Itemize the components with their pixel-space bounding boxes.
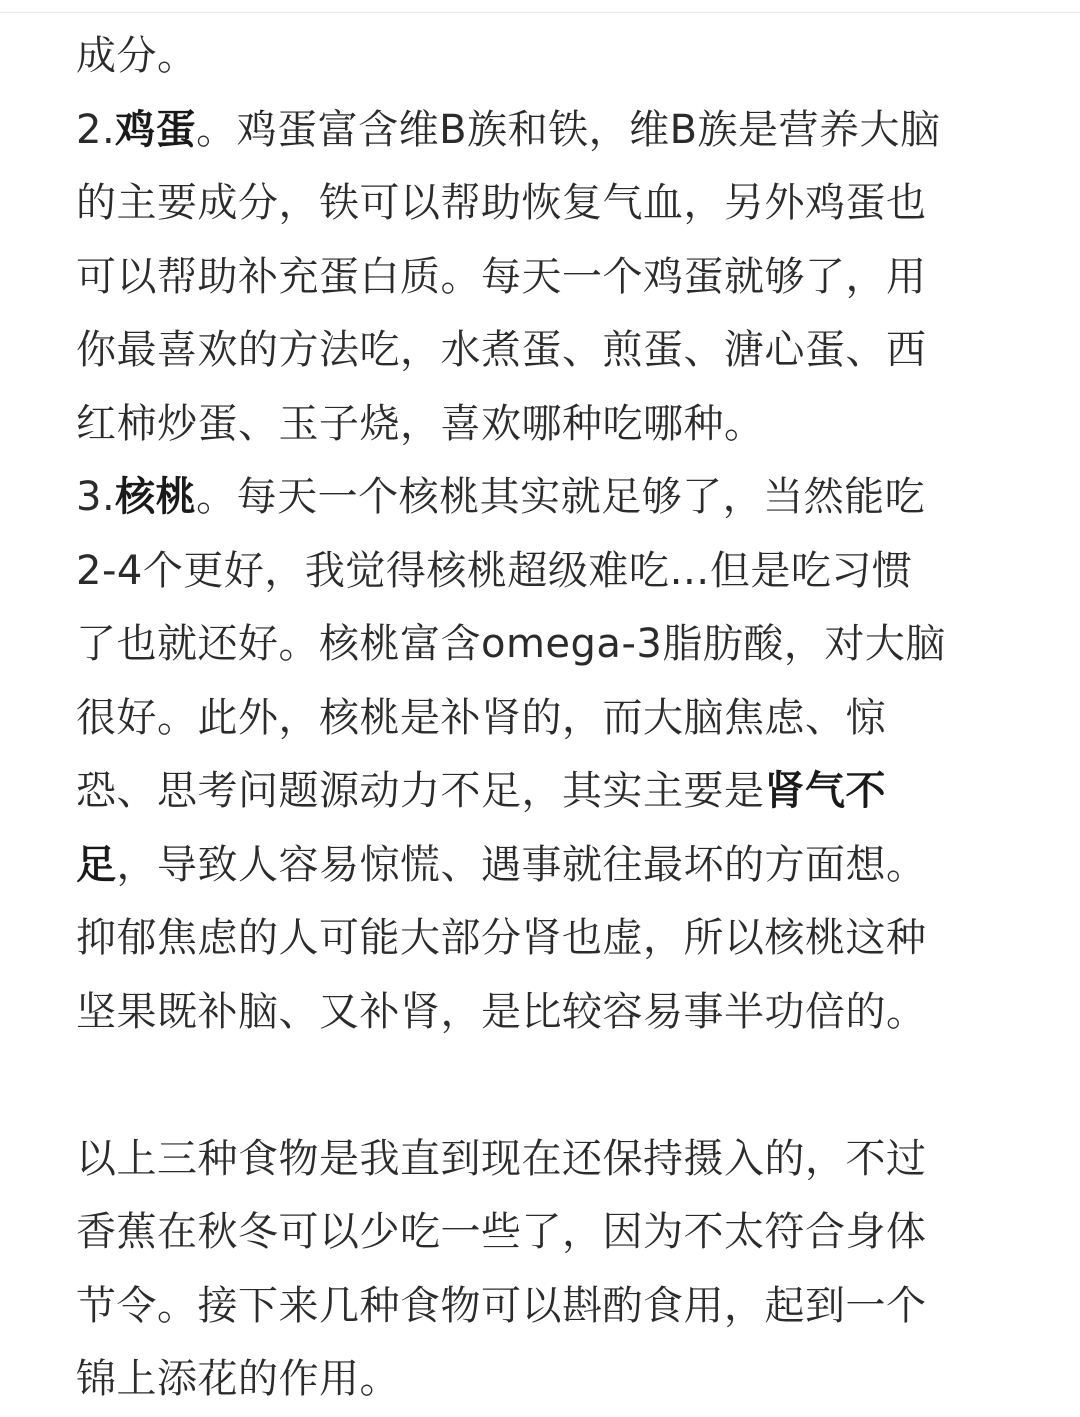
text-segment: 可以帮助补充蛋白质。每天一个鸡蛋就够了，用 — [76, 253, 927, 300]
text-line — [76, 20, 1006, 94]
text-segment: 坚果既补脑、又补肾，是比较容易事半功倍的。 — [76, 988, 927, 1035]
text-segment: 2-4个更好，我觉得核桃超级难吃…但是吃习惯 — [76, 547, 913, 594]
text-segment: 节令。接下来几种食物可以斟酌食用，起到一个 — [76, 1282, 927, 1329]
text-segment: 你最喜欢的方法吃，水煮蛋、煎蛋、溏心蛋、西 — [76, 327, 927, 373]
text-segment: 抑郁焦虑的人可能大部分肾也虚，所以核桃这种 — [76, 915, 927, 961]
top-divider — [0, 12, 1080, 13]
text-segment: 锦上添花的作用。 — [76, 1356, 400, 1402]
text-line — [76, 608, 1006, 682]
text-line — [76, 1270, 1006, 1344]
text-segment: 恐、思考问题源动力不足，其实主要是 — [76, 768, 765, 814]
text-segment: 了也就还好。核桃富含omega-3脂肪酸，对大脑 — [76, 621, 946, 667]
text-line — [76, 94, 1006, 168]
text-line — [76, 167, 1006, 241]
text-line — [76, 976, 1006, 1050]
text-segment: 。鸡蛋富含维B族和铁，维B族是营养大脑 — [196, 106, 941, 153]
text-line — [76, 388, 1006, 462]
text-line — [76, 829, 1006, 903]
text-line — [76, 461, 1006, 535]
paragraph-spacer — [76, 1049, 1006, 1123]
bold-keyword: 核桃 — [115, 474, 197, 520]
text-segment: 2. — [76, 106, 116, 153]
bold-keyword: 鸡蛋 — [115, 106, 197, 153]
text-line — [76, 535, 1006, 609]
text-segment: 成分。 — [76, 33, 198, 79]
text-line — [76, 902, 1006, 976]
bold-keyword: 肾气不 — [764, 768, 886, 814]
text-segment: 很好。此外，核桃是补肾的，而大脑焦虑、惊 — [76, 694, 886, 741]
text-line — [76, 1196, 1006, 1270]
bold-keyword: 足 — [76, 841, 117, 888]
article-body — [76, 20, 1006, 1417]
text-line — [76, 1123, 1006, 1197]
text-segment: 的主要成分，铁可以帮助恢复气血，另外鸡蛋也 — [76, 180, 927, 226]
text-segment: ，导致人容易惊慌、遇事就往最坏的方面想。 — [116, 841, 927, 888]
text-line — [76, 1343, 1006, 1417]
text-segment: 。每天一个核桃其实就足够了，当然能吃 — [196, 474, 926, 520]
text-segment: 以上三种食物是我直到现在还保持摄入的，不过 — [76, 1135, 927, 1182]
text-line — [76, 241, 1006, 315]
text-segment: 香蕉在秋冬可以少吃一些了，因为不太符合身体 — [76, 1209, 927, 1255]
text-segment: 3. — [76, 474, 116, 520]
text-line — [76, 682, 1006, 756]
text-segment: 红柿炒蛋、玉子烧，喜欢哪种吃哪种。 — [76, 400, 765, 447]
text-line — [76, 314, 1006, 388]
text-line — [76, 755, 1006, 829]
